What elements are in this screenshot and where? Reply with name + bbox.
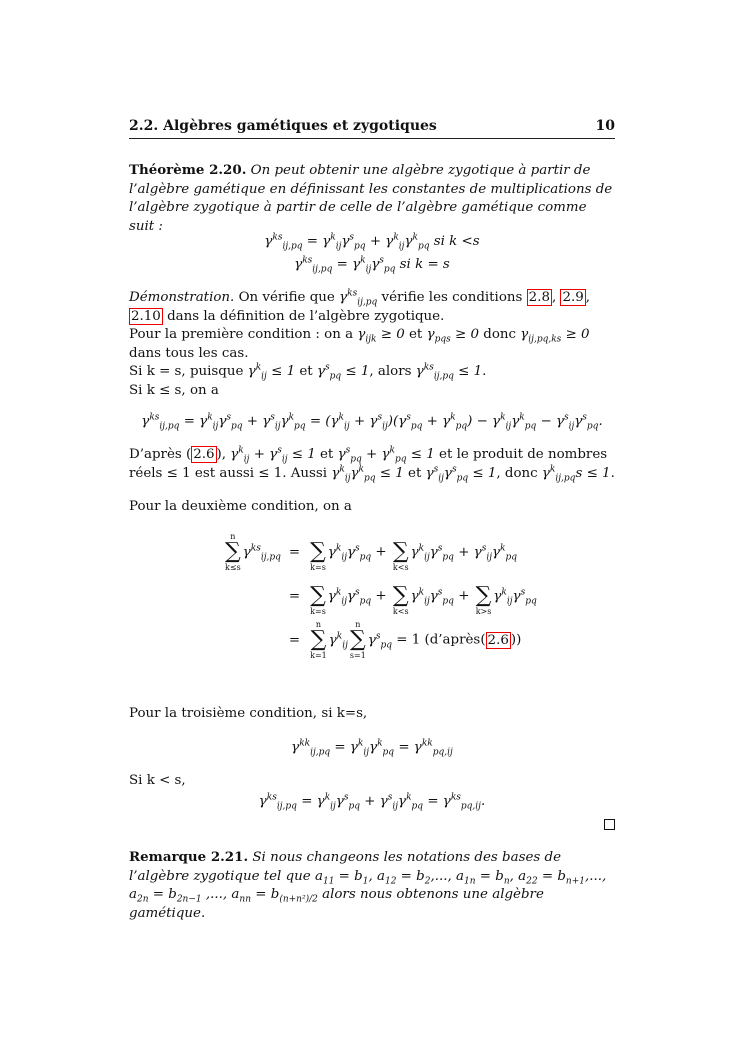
condition-k-less-s: si k <s xyxy=(433,234,480,249)
ref-2-8[interactable]: 2.8 xyxy=(528,290,550,305)
qed-square xyxy=(604,819,615,830)
proof-text: tous les cas. xyxy=(165,345,249,361)
ref-2-10[interactable]: 2.10 xyxy=(131,308,161,324)
condition-k-equal-s: si k = s xyxy=(399,257,450,272)
proof-text: dans la définition de l’algèbre zygotique. xyxy=(167,308,445,324)
theorem-equation-1: $\gamma^{ks}_{ij,pq} = \gamma^k_{ij}\gamma^s_{pq} + \gamma^k_{ij}\gamma^k_{pq}$ si k <s xyxy=(264,232,480,252)
dapres-note: (d’après xyxy=(424,632,481,648)
proof-text: Si k = s, puisque xyxy=(129,364,244,379)
proof-equation: $\gamma^{ks}_{ij,pq} = \gamma^k_{ij}\gamma^s_{pq} + \gamma^s_{ij}\gamma^k_{pq} = (\gamma^k_{ij} + \gamma^s_{ij})(\gamma^s_{pq} + \gamma^k_{pq}) - \gamma^k_{ij}\gamma^k_{pq} - \gamma^s_{ij}\gamma^s_{pq}$. xyxy=(141,412,603,432)
remark-label: Remarque 2.21. xyxy=(129,849,249,865)
proof-text: On vérifie que xyxy=(238,290,335,305)
page-number: 10 xyxy=(595,118,615,134)
ref-2-6[interactable]: 2.6 xyxy=(193,447,215,462)
sum-alignment: n ∑ $k\le s\gamma^{ks}_{ij,pq}$ = ∑ $k=s\gamma^k_{ij}\gamma^s_{pq}$ + ∑ $k<s\gamma^k_{ij}\gamma^s_{pq} + \gamma^s_{ij}\gamma^k_{pq}$ = ∑ $k=s\gamma^k_{ij}\gamma^s_{pq}$ + ∑ $k<s\gamma^k_{ij}\gamma^s_{pq}$ + ∑ $k>s\gamma^k_{ij}\gamma^s_{pq}$ = n ∑ $k=1\gamma^k_{ij}n$ ∑ $s=1\gamma^s_{pq} = 1$ (d’après( 2.6 )) xyxy=(225,532,537,660)
dapres-text: et le produit de nombres réels ≤ 1 est aussi ≤ 1. Aussi xyxy=(129,447,608,481)
ref-2-9[interactable]: 2.9 xyxy=(562,290,584,305)
remark-text: alors nous obtenons une algèbre gamétique. xyxy=(129,887,544,921)
proof-text: vérifie les conditions xyxy=(381,290,523,305)
running-header xyxy=(129,118,615,139)
third-condition-intro: Pour la troisième condition, si k=s, xyxy=(129,706,368,721)
theorem-equation-2: $\gamma^{ks}_{ij,pq} = \gamma^k_{ij}\gamma^s_{pq}$ si k = s xyxy=(294,255,450,275)
proof-paragraph: Démonstration. On vérifie que $\gamma^{ks}_{ij,pq}$ vérifie les conditions 2.8 , 2.9 , 2.10 dans la définition de l’algèbre zygotique. Pour la première condition : on a $\gamma_{ijk} \ge 0$ et $\gamma_{pqs} \ge 0$ donc $\gamma_{ij,pq,ks} \ge 0$ dans tous les cas. Si k = s, puisque $\gamma^k_{ij} \le 1$ et $\gamma^s_{pq} \le 1$, alors $\gamma^{ks}_{ij,pq} \le 1$. Si k ≤ s, on a xyxy=(129,288,591,398)
proof-text: Pour la première condition : on a xyxy=(129,327,354,342)
second-condition-intro: Pour la deuxième condition, on a xyxy=(129,499,352,514)
case-k-less-s: Si k < s, xyxy=(129,773,186,788)
theorem-label: Théorème 2.20. xyxy=(129,162,247,178)
theorem-text: On peut obtenir une algèbre zygotique à partir de l’algèbre gamétique en définissant les constantes de multiplications de l’algèbre zygotique à partir de celle de l’algèbre gamétique comme suit : xyxy=(129,163,613,234)
dapres-text: D’après xyxy=(129,447,182,462)
remark-text: Si nous changeons les notations des bases de l’algèbre zygotique tel que xyxy=(129,850,562,884)
dapres-paragraph: D’après ( 2.6 ), $\gamma^k_{ij} + \gamma^s_{ij} \le 1$ et $\gamma^s_{pq} + \gamma^k_{pq} \le 1$ et le produit de nombres réels ≤ 1 est aussi ≤ 1. Aussi $\gamma^k_{ij}\gamma^k_{pq} \le 1$ et $\gamma^s_{ij}\gamma^s_{pq} \le 1$, donc $\gamma^k_{ij,pq}s \le 1$. xyxy=(129,445,615,484)
third-equation-2: $\gamma^{ks}_{ij,pq} = \gamma^k_{ij}\gamma^s_{pq} + \gamma^s_{ij}\gamma^k_{pq} = \gamma^{ks}_{pq,ij}$. xyxy=(258,792,486,812)
theorem-2-20 xyxy=(129,161,615,236)
proof-label: Démonstration. xyxy=(129,290,235,305)
third-equation-1: $\gamma^{kk}_{ij,pq} = \gamma^k_{ij}\gamma^k_{pq} = \gamma^{kk}_{pq,ij}$ xyxy=(291,738,453,758)
proof-text: Si k ≤ s, on a xyxy=(129,382,219,398)
ref-2-6-b[interactable]: 2.6 xyxy=(487,632,509,648)
section-title: 2.2. Algèbres gamétiques et zygotiques xyxy=(129,118,437,134)
remark-2-21: Remarque 2.21. Si nous changeons les notations des bases de l’algèbre zygotique tel que $a_{11} = b_1$, $a_{12} = b_2$,..., $a_{1n} = b_n$, $a_{22} = b_{n+1}$,..., $a_{2n} = b_{2n-1}$ ,..., $a_{nn} = b_{(n+n^2)/2}$ alors nous obtenons une algèbre gamétique. xyxy=(129,849,607,921)
